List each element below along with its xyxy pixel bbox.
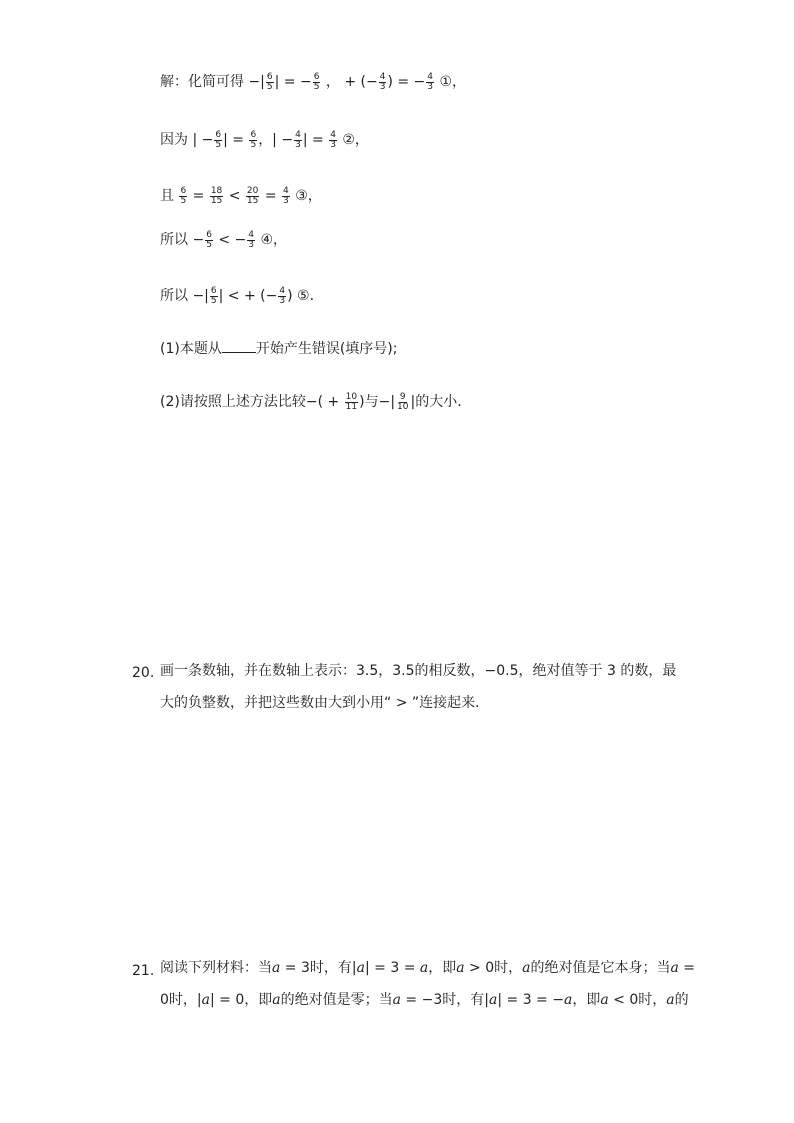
math-expression: −| $\frac{9}{10}$ |: [378, 391, 416, 412]
math-variable: a: [272, 992, 281, 1008]
math-variable: a: [522, 960, 531, 976]
text: 的大小．: [415, 394, 472, 410]
text: ，即: [428, 960, 457, 976]
text: 且: [160, 188, 174, 204]
text: 时，有: [442, 992, 485, 1008]
text: 开始产生错误(填序号);: [255, 341, 398, 357]
math-expression: $\frac{6}{5}$ = $\frac{18}{15}$ < $\frac{20}{15}$ = $\frac{4}{3}$: [180, 185, 289, 206]
step-marker: ③，: [295, 188, 322, 204]
math-expression: −( + $\frac{10}{11}$ ): [305, 391, 365, 412]
step-marker: ④，: [260, 232, 288, 248]
solution-line-3: [160, 186, 322, 206]
text: 的: [674, 992, 689, 1008]
math-expression: | − $\frac{6}{5}$ | = $\frac{6}{5}$ ，| − $\frac{4}{3}$ | = $\frac{4}{3}$: [192, 129, 336, 150]
answer-blank[interactable]: [222, 338, 256, 353]
step-marker: ⑤.: [297, 288, 315, 304]
text: ，: [325, 74, 340, 90]
text: ，即: [244, 992, 273, 1008]
text: 阅读下列材料：当: [160, 960, 272, 976]
solution-line-2: [160, 130, 369, 150]
math-expression: a = −3: [392, 992, 443, 1008]
math-expression: a = 3: [272, 960, 310, 976]
solution-line-4: [160, 230, 287, 250]
math-variable: a: [666, 992, 675, 1008]
math-expression: |a| = 3 = a: [351, 960, 429, 976]
text: 0时，: [160, 992, 197, 1008]
text: 所以: [160, 288, 188, 304]
math-expression: |a| = 3 = −a: [484, 992, 573, 1008]
text: 解：化简可得: [160, 74, 244, 90]
step-marker: ②，: [342, 132, 369, 148]
text: 时，有: [309, 960, 352, 976]
question-20-line-1: 画一条数轴，并在数轴上表示：3.5，3.5的相反数，−0.5，绝对值等于 3 的数，最: [160, 663, 677, 679]
text: (1)本题从: [160, 341, 222, 357]
math-expression: a > 0: [456, 960, 495, 976]
solution-line-5: [160, 286, 314, 306]
question-21-line-1: [160, 958, 695, 978]
question-number: 21.: [132, 963, 155, 979]
text: (2)请按照上述方法比较: [160, 394, 306, 410]
math-expression: a =: [670, 960, 696, 976]
text: 时，: [638, 992, 667, 1008]
math-expression: − $\frac{6}{5}$ < − $\frac{4}{3}$: [192, 229, 255, 250]
text: ，即: [572, 992, 601, 1008]
math-expression: −| $\frac{6}{5}$ | < + (− $\frac{4}{3}$ ): [192, 285, 293, 306]
text: 与: [364, 394, 379, 410]
text: 所以: [160, 232, 188, 248]
text: 的绝对值是零；当: [280, 992, 393, 1008]
text: 的绝对值是它本身；当: [530, 960, 671, 976]
math-expression: |a| = 0: [196, 992, 245, 1008]
solution-line-1: [160, 72, 466, 92]
math-expression: + (− $\frac{4}{3}$ ) = − $\frac{4}{3}$: [344, 71, 434, 92]
math-expression: a < 0: [600, 992, 639, 1008]
sub-question-2: [160, 392, 471, 412]
question-20-line-2: 大的负整数，并把这些数由大到小用“ > ”连接起来．: [160, 695, 490, 711]
step-marker: ①，: [439, 74, 467, 90]
text: 因为: [160, 132, 188, 148]
question-number: 20.: [132, 665, 155, 681]
math-expression: −| $\frac{6}{5}$ | = − $\frac{6}{5}$: [248, 71, 320, 92]
sub-question-1: [160, 338, 397, 359]
text: 时，: [494, 960, 523, 976]
question-21-line-2: [160, 990, 689, 1010]
